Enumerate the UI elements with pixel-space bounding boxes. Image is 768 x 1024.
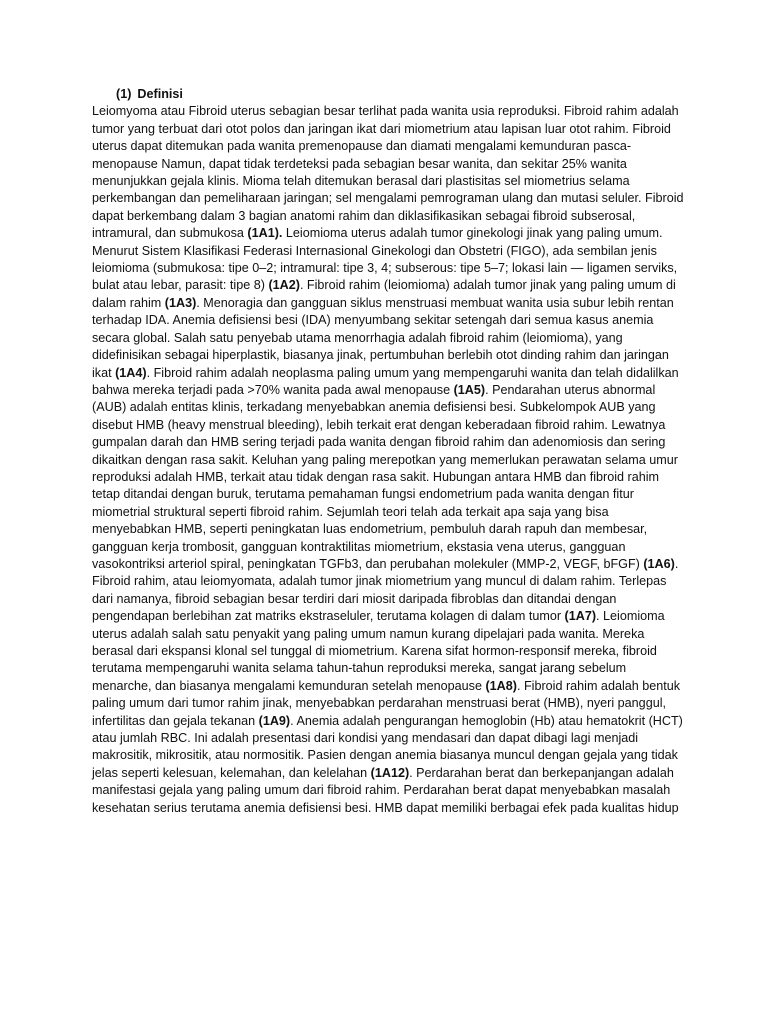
citation-ref: (1A3) [164, 295, 197, 310]
section-number: (1) [116, 87, 132, 101]
paragraph-text: . Fibroid rahim (leiomioma) adalah tumor jinak yang paling umum di dalam rahim [92, 278, 676, 310]
paragraph-text: Leiomyoma atau Fibroid uterus sebagian besar terlihat pada wanita usia reproduksi. Fibroid rahim adalah tumor yang terbuat dari otot polos dan jaringan ikat dari miometrium atau lapisan luar otot rahim. Fibroid uterus dapat ditemukan pada wanita premenopause dan diamati mengalami kemunduran pasca-menopause Namun, dapat tidak terdeteksi pada sebagian besar wanita, dan sekitar 25% wanita menunjukkan gejala klinis. Mioma telah ditemukan berasal dari plastisitas sel miometrius selama perkembangan dan pemeliharaan jaringan; sel mengalami pemrograman ulang dan mutasi seluler. Fibroid dapat berkembang dalam 3 bagian anatomi rahim dan diklasifikasikan sebagai fibroid subserosal, intramural, dan submukosa [92, 104, 684, 241]
citation-ref: (1A9) [258, 713, 291, 728]
document-page [92, 86, 684, 817]
citation-ref: (1A12) [370, 765, 410, 780]
citation-ref: (1A8) [485, 678, 517, 693]
citation-ref: (1A5) [453, 382, 486, 397]
section-title: Definisi [137, 87, 183, 101]
paragraph-text: . Pendarahan uterus abnormal (AUB) adalah entitas klinis, terkadang menyebabkan anemia defisiensi besi. Subkelompok AUB yang disebut HMB (heavy menstrual bleeding), lebih terkait erat dengan keberadaan fibroid rahim. Lewatnya gumpalan darah dan HMB sering terjadi pada wanita dengan fibroid rahim dan adenomiosis dan sering dikaitkan dengan rasa sakit. Keluhan yang paling merepotkan yang memerlukan perawatan selama umur reproduksi adalah HMB, terkait atau tidak dengan rasa sakit. Hubungan antara HMB dan fibroid rahim tetap ditandai dengan buruk, terutama pemahaman fungsi endometrium pada wanita dengan fitur miometrial struktural seperti fibroid rahim. Sejumlah teori telah ada terkait apa saja yang bisa menyebabkan HMB, seperti peningkatan luas endometrium, pembuluh darah rapuh dan membesar, gangguan kerja trombosit, gangguan kontraktilitas miometrium, ekstasia vena uterus, gangguan vasokontriksi arteriol spiral, peningkatan TGFb3, dan perubahan molekuler (MMP-2, VEGF, bFGF) [92, 382, 678, 571]
paragraph-text: . Fibroid rahim adalah bentuk paling umum dari tumor rahim jinak, menyebabkan perdarahan menstruasi berat (HMB), nyeri panggul, infertilitas dan gejala tekanan [92, 678, 681, 728]
section-heading [116, 86, 684, 103]
citation-ref: (1A6) [643, 556, 675, 571]
paragraph-text: . Anemia adalah pengurangan hemoglobin (Hb) atau hematokrit (HCT) atau jumlah RBC. Ini adalah presentasi dari kondisi yang mendasari dan dapat dibagi lagi menjadi makrositik, mikrositik, atau normositik. Pasien dengan anemia biasanya muncul dengan gejala yang tidak jelas seperti kelesuan, kelemahan, dan kelelahan [92, 713, 683, 780]
paragraph-text: . Menoragia dan gangguan siklus menstruasi membuat wanita usia subur lebih rentan terhadap IDA. Anemia defisiensi besi (IDA) menyumbang sekitar setengah dari semua kasus anemia secara global. Salah satu penyebab utama menorrhagia adalah fibroid rahim (leiomioma), yang didefinisikan sebagai hiperplastik, biasanya jinak, pertumbuhan berlebih otot dinding rahim dan jaringan ikat [92, 295, 674, 380]
paragraph-text: . Leiomioma uterus adalah salah satu penyakit yang paling umum namun kurang dipelajari pada wanita. Mereka berasal dari ekspansi klonal sel tunggal di miometrium. Karena sifat hormon-responsif mereka, fibroid terutama mempengaruhi wanita selama tahun-tahun reproduksi mereka, sangat jarang sebelum menarche, dan biasanya mengalami kemunduran setelah menopause [92, 609, 665, 693]
paragraph-text: . Fibroid rahim, atau leiomyomata, adalah tumor jinak miometrium yang muncul di dalam rahim. Terlepas dari namanya, fibroid sebagian besar terdiri dari miosit daripada fibroblas dan ditandai dengan pengendapan berlebihan zat matriks ekstraseluler, terutama kolagen di dalam tumor [92, 556, 679, 624]
paragraph-text: . Fibroid rahim adalah neoplasma paling umum yang mempengaruhi wanita dan telah didalilkan bahwa mereka terjadi pada >70% wanita pada awal menopause [92, 365, 679, 397]
citation-ref: (1A2) [268, 278, 300, 293]
paragraph-text: . Perdarahan berat dan berkepanjangan adalah manifestasi gejala yang paling umum dari fibroid rahim. Perdarahan berat dapat menyebabkan masalah kesehatan serius terutama anemia defisiensi besi. HMB dapat memiliki berbagai efek pada kualitas hidup [92, 765, 679, 815]
citation-ref: (1A1). [247, 226, 283, 241]
citation-ref: (1A7) [564, 609, 597, 624]
citation-ref: (1A4) [115, 365, 147, 380]
paragraph-text: Leiomioma uterus adalah tumor ginekologi jinak yang paling umum. Menurut Sistem Klasifikasi Federasi Internasional Ginekologi dan Obstetri (FIGO), ada sembilan jenis leiomioma (submukosa: tipe 0–2; intramural: tipe 3, 4; subserous: tipe 5–7; lokasi lain — ligamen serviks, bulat atau lebar, parasit: tipe 8) [92, 226, 678, 293]
body-paragraph [92, 103, 684, 817]
